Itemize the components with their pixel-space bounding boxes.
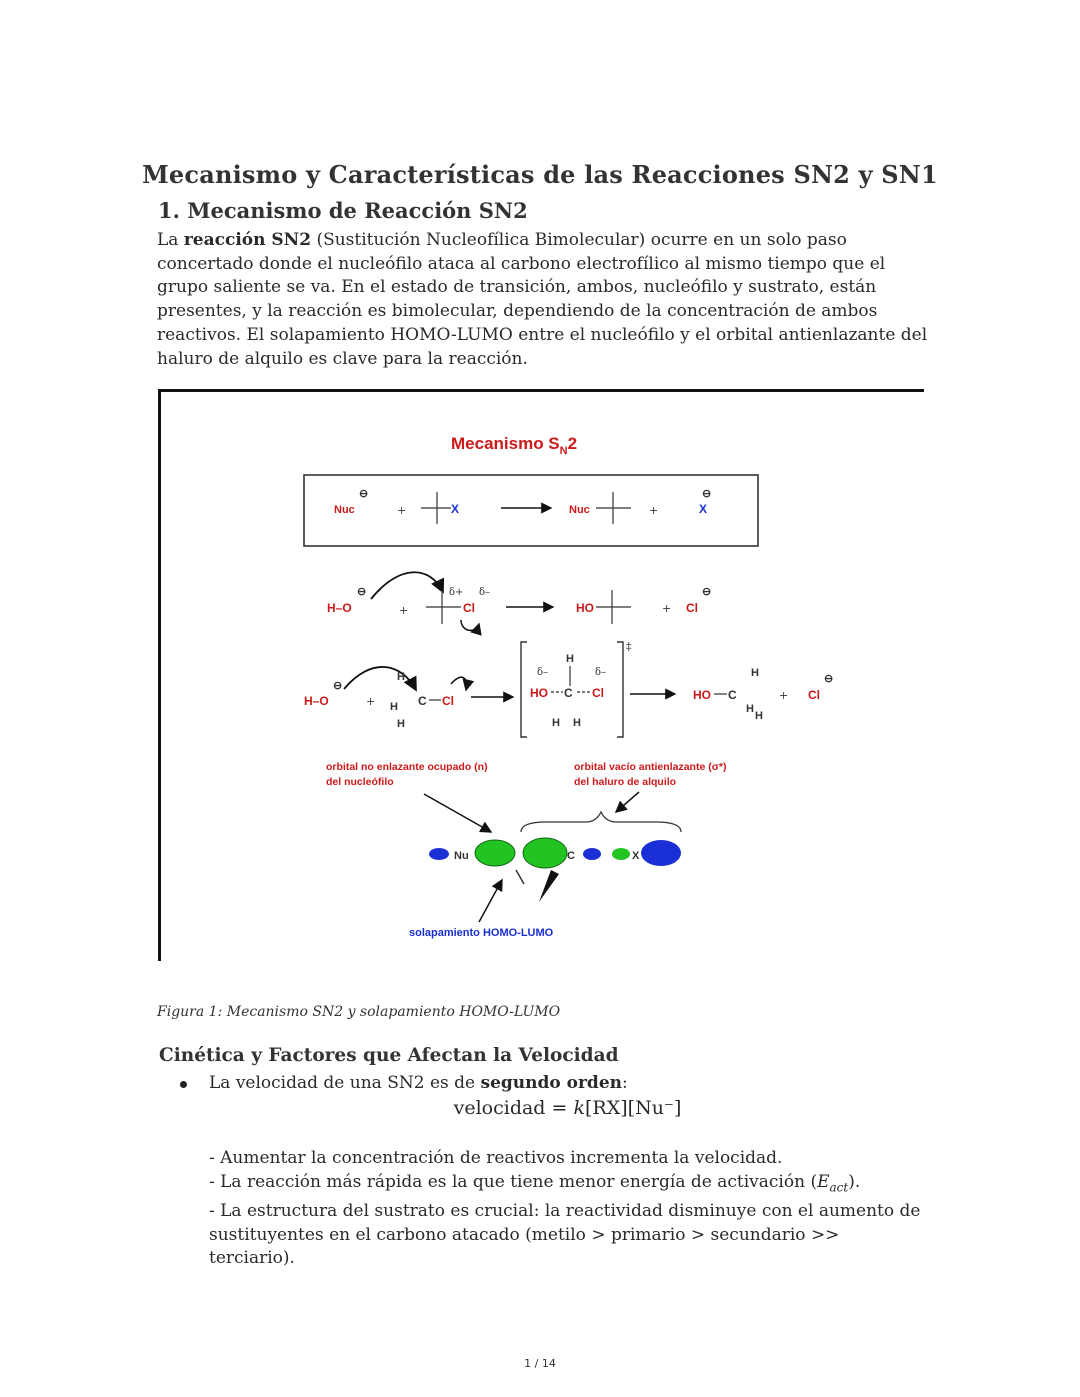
- svg-text:⊖: ⊖: [357, 586, 367, 598]
- ts-chlorine-label: Cl: [442, 694, 454, 708]
- charge-minus-icon: ⊖: [359, 488, 369, 500]
- svg-text:⊖: ⊖: [702, 586, 712, 598]
- mechanism-diagram: [161, 392, 924, 961]
- svg-text:⊖: ⊖: [824, 673, 834, 685]
- chlorine-label: Cl: [463, 601, 475, 615]
- para-bold-term: reacción SN2: [183, 230, 312, 250]
- kinetics-factors-list: [209, 1147, 929, 1271]
- curved-attack-arrow: [371, 572, 443, 599]
- svg-text:+: +: [662, 602, 672, 615]
- kinetics-heading: Cinética y Factores que Afectan la Velocidad: [159, 1045, 619, 1066]
- svg-text:H: H: [552, 717, 560, 729]
- hydroxide-product: HO: [576, 601, 594, 615]
- leaving-group-x: X: [451, 502, 460, 516]
- section-heading-sn2: 1. Mecanismo de Reacción SN2: [158, 198, 528, 223]
- ts-hydroxide-label: H–O: [304, 694, 329, 708]
- nuc-product-label: Nuc: [569, 504, 590, 516]
- page-number: 1 / 14: [524, 1357, 556, 1370]
- factor-item: - La reacción más rápida es la que tiene menor energía de activación $(E_{act})$.: [209, 1171, 861, 1195]
- chloride-ion: Cl: [686, 601, 698, 615]
- svg-text:C: C: [567, 850, 575, 862]
- svg-text:+: +: [366, 695, 376, 708]
- hydroxide-label: H–O: [327, 601, 352, 615]
- svg-text:+: +: [399, 604, 409, 617]
- sn2-description-paragraph: [157, 229, 932, 371]
- bullet-icon: [180, 1081, 187, 1088]
- svg-text:H: H: [566, 653, 574, 665]
- nuc-label: Nuc: [334, 504, 355, 516]
- svg-text:X: X: [632, 850, 640, 862]
- plus-sign: +: [397, 504, 407, 517]
- svg-text:H: H: [397, 718, 405, 730]
- orbital-nonbonding-label: orbital no enlazante ocupado (n): [326, 761, 488, 773]
- ts-bracket-right: [617, 642, 623, 737]
- factor-item: - Aumentar la concentración de reactivos incrementa la velocidad.: [209, 1148, 783, 1168]
- ts-bracket-left: [521, 642, 527, 737]
- figure-title: Mecanismo $S_N2$: [451, 434, 578, 457]
- orbital-brace: [521, 812, 681, 832]
- svg-text:H: H: [573, 717, 581, 729]
- svg-text:δ–: δ–: [595, 667, 607, 678]
- para-rest: (Sustitución Nucleofílica Bimolecular) ocurre en un solo paso concertado donde el nucleófilo ataca al carbono electrofílico al mismo tiempo que el grupo saliente se va. En el estado de transición, ambos, nucleófilo y sustrato, están presentes, y la reacción es bimolecular, dependiendo de la concentración de ambos reactivos. El solapamiento HOMO-LUMO entre el nucleófilo y el orbital antienlazante del haluro de alquilo es clave para la reacción.: [157, 230, 928, 369]
- svg-text:+: +: [649, 504, 659, 517]
- x-ion-label: X: [699, 502, 708, 516]
- general-equation-box: [304, 475, 758, 546]
- homo-lumo-overlap-label: solapamiento HOMO-LUMO: [409, 927, 554, 939]
- ts-cl-label: Cl: [592, 686, 604, 700]
- product-chloride: Cl: [808, 688, 820, 702]
- bullet-text: La velocidad de una SN2 es de segundo orden:: [209, 1073, 628, 1093]
- svg-text:Nu: Nu: [454, 850, 469, 862]
- svg-text:⊖: ⊖: [702, 488, 712, 500]
- svg-text:H: H: [390, 701, 398, 713]
- orbital-nonbonding-label-2: del nucleófilo: [326, 776, 394, 788]
- svg-text:⊖: ⊖: [333, 680, 343, 692]
- svg-text:H: H: [397, 671, 405, 683]
- para-intro: La: [157, 230, 184, 250]
- document-title: Mecanismo y Características de las Reacciones SN2 y SN1: [142, 160, 938, 189]
- svg-text:+: +: [779, 689, 789, 702]
- svg-text:C: C: [728, 688, 737, 702]
- ts-ho-label: HO: [530, 686, 548, 700]
- svg-text:H: H: [755, 710, 763, 722]
- orbital-antibonding-label: orbital vacío antienlazante (σ*): [574, 761, 727, 773]
- svg-text:δ–: δ–: [537, 667, 549, 678]
- delta-minus: δ–: [479, 587, 491, 598]
- orbital-overlap-drawing: [429, 838, 681, 902]
- factor-item: - La estructura del sustrato es crucial: la reactividad disminuye con el aumento de sustituyentes en el carbono atacado (metilo > primario > secundario >> terciario).: [209, 1200, 921, 1269]
- svg-text:H: H: [751, 667, 759, 679]
- svg-text:H: H: [746, 703, 754, 715]
- orbital-antibonding-label-2: del haluro de alquilo: [574, 776, 677, 788]
- carbon-label: C: [418, 694, 427, 708]
- sn2-mechanism-figure: [158, 389, 924, 961]
- ts-double-dagger: ‡: [626, 640, 632, 653]
- rate-formula: velocidad = k[RX][Nu⁻]: [453, 1097, 682, 1119]
- svg-text:C: C: [564, 686, 573, 700]
- figure-caption: Figura 1: Mecanismo SN2 y solapamiento HOMO-LUMO: [157, 1004, 561, 1020]
- delta-plus: δ+: [449, 587, 464, 598]
- product-ho-label: HO: [693, 688, 711, 702]
